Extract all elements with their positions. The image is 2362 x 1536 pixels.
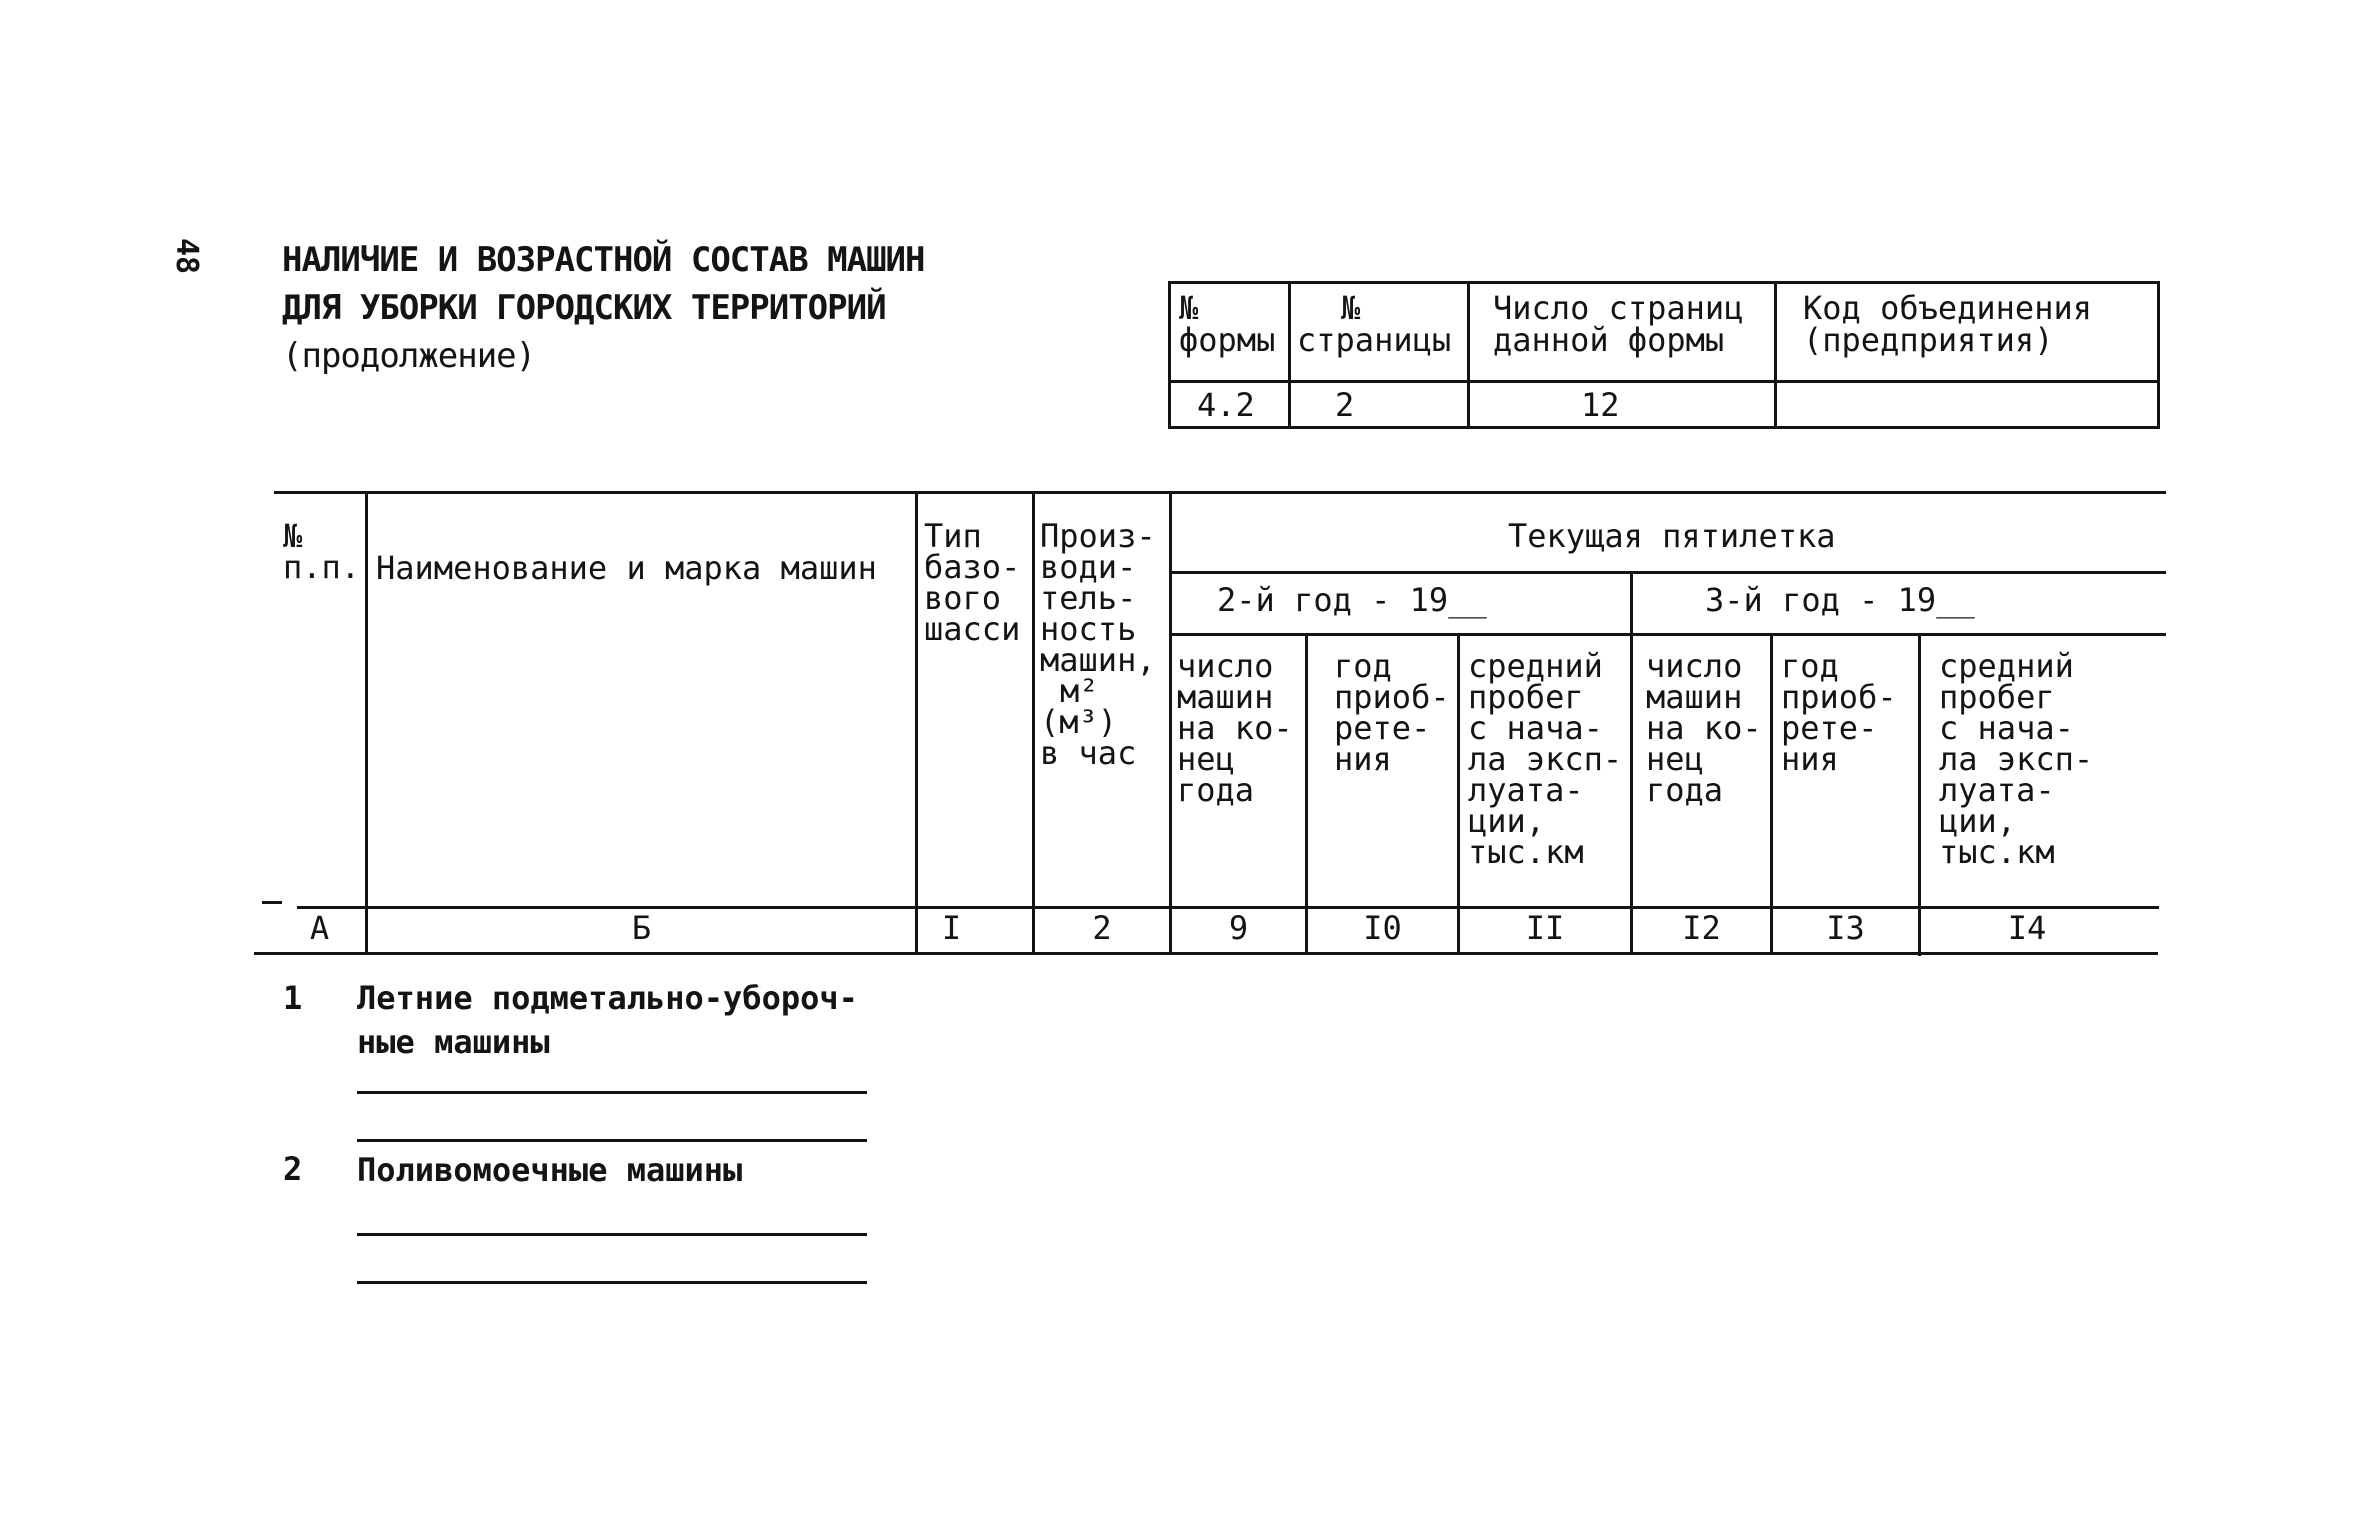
entry-number: 1 (283, 979, 303, 1017)
page-number: 48 (169, 238, 204, 275)
col-code: I2 (1682, 909, 1721, 947)
form-info-vline (1467, 284, 1470, 426)
col-code: I0 (1363, 909, 1402, 947)
group-rule (1171, 571, 2166, 574)
sub-year-header-y2: год приоб- рете- ния (1334, 647, 1450, 778)
col-code: 9 (1228, 909, 1249, 947)
blank-line (357, 1091, 867, 1094)
col-chassis-header: Тип базо- вого шасси (924, 517, 1021, 648)
title-line-1: НАЛИЧИЕ И ВОЗРАСТНОЙ СОСТАВ МАШИН (282, 240, 925, 280)
vline (1457, 633, 1460, 952)
col-code: 2 (1092, 909, 1112, 947)
group-title: Текущая пятилетка (1508, 517, 1836, 555)
entry-name: Поливомоечные машины (357, 1151, 743, 1189)
col-capacity-header: Произ- води- тель- ность машин, м² (м³) в час (1040, 517, 1156, 772)
page-number-value: 2 (1335, 386, 1355, 424)
page-count-value: 12 (1581, 386, 1620, 424)
title-line-3: (продолжение) (282, 336, 536, 376)
entry-number: 2 (283, 1150, 303, 1188)
blank-line (357, 1281, 867, 1284)
vline (1305, 633, 1308, 952)
col-code: I (941, 909, 962, 947)
form-info-table (1168, 281, 2160, 429)
form-number-value: 4.2 (1197, 386, 1255, 424)
vline (365, 491, 368, 952)
page-count-header: Число страниц данной формы (1493, 289, 1744, 359)
col-code: I4 (2007, 909, 2047, 947)
col-name-header: Наименование и марка машин (376, 549, 877, 587)
vline (1032, 491, 1035, 952)
sub-mileage-header-y2: средний пробег с нача- ла эксп- луата- ции, тыс.км (1468, 647, 1623, 871)
form-info-vline (1288, 284, 1291, 426)
year-rule (1171, 633, 2166, 636)
col-code: I3 (1826, 909, 1865, 947)
sub-year-header-y3: год приоб- рете- ния (1781, 647, 1897, 778)
tick-mark (262, 901, 282, 904)
page-number-header: № страницы (1297, 289, 1452, 359)
col-code: Б (631, 909, 652, 947)
vline (915, 491, 918, 952)
sub-count-header-y2: число машин на ко- нец года (1177, 647, 1293, 809)
blank-line (357, 1139, 867, 1142)
form-info-vline (1774, 284, 1777, 426)
col-number-header: № п.п. (283, 517, 361, 586)
title-line-2: ДЛЯ УБОРКИ ГОРОДСКИХ ТЕРРИТОРИЙ (282, 288, 886, 328)
year-3-header: 3-й год - 19__ (1705, 581, 1975, 619)
form-info-divider (1171, 380, 2157, 383)
sub-mileage-header-y3: средний пробег с нача- ла эксп- луата- ции, тыс.км (1939, 647, 2094, 871)
vline (1630, 571, 1633, 952)
form-number-header: № формы (1179, 289, 1276, 359)
col-code: А (309, 909, 330, 947)
org-code-header: Код объединения (предприятия) (1803, 289, 2092, 359)
table-top-rule (274, 491, 2166, 494)
vline (1169, 491, 1172, 952)
col-code: II (1525, 909, 1565, 947)
year-2-header: 2-й год - 19__ (1217, 581, 1487, 619)
blank-line (357, 1233, 867, 1236)
entry-name: Летние подметально-убороч- ные машины (357, 979, 858, 1061)
table-bottom-rule (254, 952, 2158, 955)
vline (1770, 633, 1773, 952)
document-title (282, 236, 925, 380)
sub-count-header-y3: число машин на ко- нец года (1646, 647, 1762, 809)
